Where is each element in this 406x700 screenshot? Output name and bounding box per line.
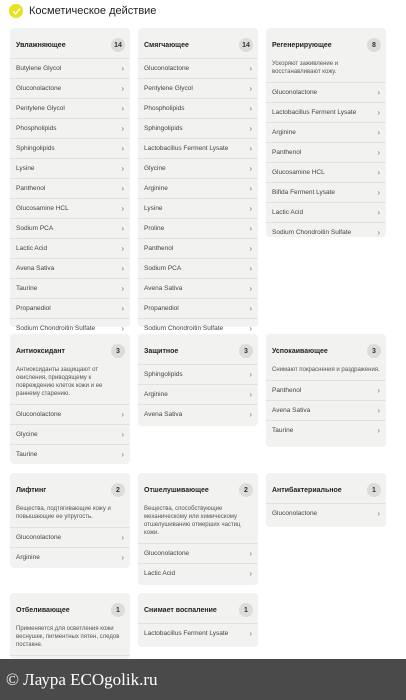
ingredient-item[interactable] bbox=[266, 142, 386, 162]
watermark-text: © Лаура ECOgolik.ru bbox=[6, 669, 158, 689]
ingredient-list bbox=[266, 82, 386, 242]
ingredient-label: Pentylene Glycol bbox=[144, 85, 193, 92]
ingredient-label: Sodium PCA bbox=[144, 265, 182, 272]
chevron-right-icon: › bbox=[377, 108, 380, 117]
ingredient-label: Lactic Acid bbox=[144, 570, 176, 577]
chevron-right-icon: › bbox=[121, 430, 124, 439]
chevron-right-icon: › bbox=[121, 244, 124, 253]
card-title: Смягчающее bbox=[144, 41, 189, 49]
ingredient-item[interactable] bbox=[138, 278, 258, 298]
ingredient-item[interactable] bbox=[10, 58, 130, 78]
chevron-right-icon: › bbox=[121, 104, 124, 113]
ingredient-label: Glucosamine HCL bbox=[16, 205, 69, 212]
ingredient-item[interactable] bbox=[138, 78, 258, 98]
card-title: Защитное bbox=[144, 347, 179, 355]
ingredient-item[interactable] bbox=[266, 380, 386, 400]
card-title: Антибактериальное bbox=[272, 486, 342, 494]
chevron-right-icon: › bbox=[121, 533, 124, 542]
ingredient-label: Propanediol bbox=[16, 305, 51, 312]
ingredient-label: Sodium Chondroitin Sulfate bbox=[144, 325, 224, 332]
card-description: Снимают покраснения и раздражения. bbox=[272, 367, 380, 373]
card-title: Отбеливающее bbox=[16, 606, 70, 614]
ingredient-item[interactable] bbox=[138, 58, 258, 78]
ingredient-list bbox=[266, 380, 386, 440]
ingredient-label: Taurine bbox=[272, 427, 294, 434]
ingredient-label: Arginine bbox=[16, 554, 40, 561]
count-badge: 1 bbox=[367, 483, 381, 497]
effect-card-regenerating bbox=[266, 28, 386, 237]
ingredient-item[interactable] bbox=[10, 424, 130, 444]
chevron-right-icon: › bbox=[121, 324, 124, 333]
chevron-right-icon: › bbox=[121, 284, 124, 293]
ingredient-label: Taurine bbox=[16, 451, 38, 458]
chevron-right-icon: › bbox=[121, 204, 124, 213]
ingredient-label: Sodium PCA bbox=[16, 225, 54, 232]
chevron-right-icon: › bbox=[121, 553, 124, 562]
ingredient-label: Arginine bbox=[144, 391, 168, 398]
ingredient-label: Gluconolactone bbox=[16, 411, 62, 418]
ingredient-item[interactable] bbox=[10, 258, 130, 278]
card-title: Снимает воспаление bbox=[144, 606, 217, 614]
card-title: Лифтинг bbox=[16, 486, 47, 494]
ingredient-item[interactable] bbox=[138, 98, 258, 118]
ingredient-item[interactable] bbox=[10, 278, 130, 298]
count-badge: 3 bbox=[111, 344, 125, 358]
effect-card-soothing bbox=[266, 334, 386, 447]
chevron-right-icon: › bbox=[249, 390, 252, 399]
chevron-right-icon: › bbox=[121, 264, 124, 273]
chevron-right-icon: › bbox=[377, 208, 380, 217]
ingredient-list bbox=[266, 503, 386, 523]
ingredient-label: Gluconolactone bbox=[144, 65, 190, 72]
ingredient-item[interactable] bbox=[266, 222, 386, 242]
ingredient-list bbox=[138, 623, 258, 643]
ingredient-item[interactable] bbox=[10, 138, 130, 158]
chevron-right-icon: › bbox=[249, 324, 252, 333]
count-badge: 2 bbox=[111, 483, 125, 497]
ingredient-label: Phospholipids bbox=[144, 105, 185, 112]
count-badge: 14 bbox=[111, 38, 125, 52]
card-description: Применяется для осветления кожи веснушек, пигментных пятен, следов постакне. bbox=[16, 626, 120, 648]
ingredient-label: Gluconolactone bbox=[16, 534, 62, 541]
chevron-right-icon: › bbox=[377, 88, 380, 97]
ingredient-item[interactable] bbox=[10, 444, 130, 464]
ingredient-label: Avena Sativa bbox=[16, 265, 55, 272]
card-title: Увлажняющее bbox=[16, 41, 66, 49]
card-description: Ускоряют заживление и восстанавливают кожу. bbox=[272, 61, 339, 75]
ingredient-label: Phospholipids bbox=[16, 125, 57, 132]
ingredient-item[interactable] bbox=[266, 182, 386, 202]
ingredient-label: Proline bbox=[144, 225, 165, 232]
card-description: Вещества, способствующие механическому или химическому отшелушиванию отмерших частиц кожи. bbox=[144, 506, 241, 536]
ingredient-list bbox=[10, 58, 130, 338]
ingredient-label: Panthenol bbox=[272, 387, 302, 394]
chevron-right-icon: › bbox=[249, 629, 252, 638]
ingredient-label: Glycine bbox=[16, 431, 38, 438]
chevron-right-icon: › bbox=[249, 164, 252, 173]
ingredient-item[interactable] bbox=[10, 178, 130, 198]
ingredient-label: Sodium Chondroitin Sulfate bbox=[272, 229, 352, 236]
ingredient-list bbox=[10, 404, 130, 464]
chevron-right-icon: › bbox=[249, 84, 252, 93]
ingredient-label: Lysine bbox=[16, 165, 35, 172]
chevron-right-icon: › bbox=[249, 370, 252, 379]
count-badge: 1 bbox=[111, 603, 125, 617]
ingredient-item[interactable] bbox=[138, 543, 258, 563]
ingredient-label: Sphingolipids bbox=[16, 145, 55, 152]
ingredient-item[interactable] bbox=[266, 122, 386, 142]
effect-card-softening bbox=[138, 28, 258, 333]
ingredient-item[interactable] bbox=[138, 158, 258, 178]
ingredient-item[interactable] bbox=[266, 162, 386, 182]
ingredient-label: Sphingolipids bbox=[144, 125, 183, 132]
section-header bbox=[9, 2, 156, 20]
card-title: Регенерирующее bbox=[272, 41, 332, 49]
ingredient-item[interactable] bbox=[10, 98, 130, 118]
card-title: Отшелушивающее bbox=[144, 486, 209, 494]
ingredient-label: Glucosamine HCL bbox=[272, 169, 325, 176]
ingredient-label: Gluconolactone bbox=[272, 510, 318, 517]
chevron-right-icon: › bbox=[121, 144, 124, 153]
watermark-banner bbox=[0, 659, 406, 700]
effect-card-whitening bbox=[10, 593, 130, 659]
ingredient-list bbox=[138, 58, 258, 338]
ingredient-label: Arginine bbox=[272, 129, 296, 136]
ingredient-label: Panthenol bbox=[272, 149, 302, 156]
chevron-right-icon: › bbox=[377, 509, 380, 518]
ingredient-item[interactable] bbox=[10, 404, 130, 424]
chevron-right-icon: › bbox=[121, 410, 124, 419]
count-badge: 8 bbox=[367, 38, 381, 52]
count-badge: 14 bbox=[239, 38, 253, 52]
ingredient-item[interactable] bbox=[10, 238, 130, 258]
ingredient-label: Arginine bbox=[144, 185, 168, 192]
chevron-right-icon: › bbox=[249, 264, 252, 273]
ingredient-item[interactable] bbox=[138, 384, 258, 404]
ingredient-label: Lactic Acid bbox=[272, 209, 304, 216]
effect-card-anti-inflammatory bbox=[138, 593, 258, 647]
chevron-right-icon: › bbox=[249, 304, 252, 313]
chevron-right-icon: › bbox=[249, 569, 252, 578]
ingredient-item[interactable] bbox=[266, 503, 386, 523]
ingredient-item[interactable] bbox=[138, 238, 258, 258]
ingredient-label: Avena Sativa bbox=[144, 285, 183, 292]
count-badge: 1 bbox=[239, 603, 253, 617]
chevron-right-icon: › bbox=[121, 184, 124, 193]
ingredient-item[interactable] bbox=[138, 364, 258, 384]
ingredient-item[interactable] bbox=[138, 258, 258, 278]
ingredient-item[interactable] bbox=[266, 420, 386, 440]
ingredient-label: Sodium Chondroitin Sulfate bbox=[16, 325, 96, 332]
chevron-right-icon: › bbox=[121, 124, 124, 133]
ingredient-label: Lactobacillus Ferment Lysate bbox=[144, 630, 229, 637]
chevron-right-icon: › bbox=[377, 188, 380, 197]
ingredient-label: Panthenol bbox=[144, 245, 174, 252]
ingredient-label: Lysine bbox=[144, 205, 163, 212]
chevron-right-icon: › bbox=[121, 164, 124, 173]
ingredient-label: Gluconolactone bbox=[144, 550, 190, 557]
chevron-right-icon: › bbox=[121, 224, 124, 233]
effect-card-exfoliating bbox=[138, 473, 258, 585]
chevron-right-icon: › bbox=[377, 406, 380, 415]
ingredient-list bbox=[138, 364, 258, 424]
chevron-right-icon: › bbox=[377, 386, 380, 395]
ingredient-label: Taurine bbox=[16, 285, 38, 292]
ingredient-list bbox=[10, 527, 130, 567]
chevron-right-icon: › bbox=[121, 450, 124, 459]
chevron-right-icon: › bbox=[249, 124, 252, 133]
chevron-right-icon: › bbox=[377, 426, 380, 435]
ingredient-item[interactable] bbox=[138, 178, 258, 198]
ingredient-list bbox=[138, 543, 258, 583]
chevron-right-icon: › bbox=[249, 244, 252, 253]
chevron-right-icon: › bbox=[121, 304, 124, 313]
check-icon bbox=[9, 4, 23, 18]
chevron-right-icon: › bbox=[249, 410, 252, 419]
ingredient-item[interactable] bbox=[266, 82, 386, 102]
ingredient-item[interactable] bbox=[138, 198, 258, 218]
chevron-right-icon: › bbox=[249, 104, 252, 113]
ingredient-item[interactable] bbox=[138, 623, 258, 643]
chevron-right-icon: › bbox=[249, 224, 252, 233]
ingredient-label: Gluconolactone bbox=[272, 89, 318, 96]
ingredient-label: Sphingolipids bbox=[144, 371, 183, 378]
effect-card-antioxidant bbox=[10, 334, 130, 464]
card-description: Вещества, подтягивающие кожу и повышающие ее упругость. bbox=[16, 506, 111, 520]
effect-card-protective bbox=[138, 334, 258, 426]
chevron-right-icon: › bbox=[249, 204, 252, 213]
chevron-right-icon: › bbox=[249, 144, 252, 153]
ingredient-label: Glycine bbox=[144, 165, 166, 172]
effect-card-lifting bbox=[10, 473, 130, 568]
chevron-right-icon: › bbox=[377, 168, 380, 177]
count-badge: 3 bbox=[239, 344, 253, 358]
ingredient-item[interactable] bbox=[266, 400, 386, 420]
ingredient-item[interactable] bbox=[10, 218, 130, 238]
card-title: Антиоксидант bbox=[16, 347, 65, 355]
ingredient-label: Pentylene Glycol bbox=[16, 105, 65, 112]
ingredient-item[interactable] bbox=[10, 298, 130, 318]
ingredient-label: Lactic Acid bbox=[16, 245, 48, 252]
ingredient-label: Avena Sativa bbox=[144, 411, 183, 418]
effect-card-moisturizing bbox=[10, 28, 130, 333]
ingredient-item[interactable] bbox=[138, 563, 258, 583]
ingredient-label: Bifida Ferment Lysate bbox=[272, 189, 335, 196]
ingredient-item[interactable] bbox=[10, 78, 130, 98]
chevron-right-icon: › bbox=[121, 84, 124, 93]
card-title: Успокаивающее bbox=[272, 347, 328, 355]
ingredient-label: Gluconolactone bbox=[16, 85, 62, 92]
ingredient-label: Lactobacillus Ferment Lysate bbox=[144, 145, 229, 152]
ingredient-item[interactable] bbox=[10, 158, 130, 178]
ingredient-label: Lactobacillus Ferment Lysate bbox=[272, 109, 357, 116]
card-description: Антиоксиданты защищают от окисления, приводящему к повреждению клеток кожи и ее раннему старению. bbox=[16, 367, 103, 397]
chevron-right-icon: › bbox=[249, 184, 252, 193]
ingredient-label: Butylene Glycol bbox=[16, 65, 62, 72]
ingredient-item[interactable] bbox=[10, 547, 130, 567]
ingredient-item[interactable] bbox=[138, 298, 258, 318]
ingredient-item[interactable] bbox=[138, 404, 258, 424]
ingredient-label: Panthenol bbox=[16, 185, 46, 192]
ingredient-item[interactable] bbox=[266, 202, 386, 222]
chevron-right-icon: › bbox=[377, 228, 380, 237]
chevron-right-icon: › bbox=[249, 549, 252, 558]
ingredient-item[interactable] bbox=[10, 198, 130, 218]
ingredient-item[interactable] bbox=[138, 118, 258, 138]
chevron-right-icon: › bbox=[249, 64, 252, 73]
chevron-right-icon: › bbox=[249, 284, 252, 293]
ingredient-item[interactable] bbox=[138, 138, 258, 158]
chevron-right-icon: › bbox=[377, 148, 380, 157]
count-badge: 2 bbox=[239, 483, 253, 497]
chevron-right-icon: › bbox=[377, 128, 380, 137]
effect-card-antibacterial bbox=[266, 473, 386, 527]
ingredient-label: Avena Sativa bbox=[272, 407, 311, 414]
section-title: Косметическое действие bbox=[29, 5, 157, 17]
ingredient-item[interactable] bbox=[138, 218, 258, 238]
ingredient-label: Propanediol bbox=[144, 305, 179, 312]
chevron-right-icon: › bbox=[121, 64, 124, 73]
ingredient-item[interactable] bbox=[10, 527, 130, 547]
ingredient-item[interactable] bbox=[10, 118, 130, 138]
count-badge: 3 bbox=[367, 344, 381, 358]
ingredient-item[interactable] bbox=[266, 102, 386, 122]
